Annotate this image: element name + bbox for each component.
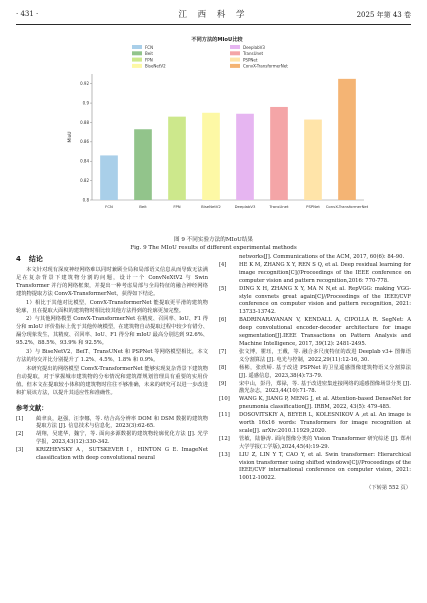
reference-item [16, 416, 208, 432]
reference-text: 管敏，陆静涛. 面向图像分类的 Vision Transformer 研究综述 [J]. 郑州大学学报(工学版),2024,45(4):19-29. [239, 435, 411, 450]
reference-text: BADRINARAYANAN V, KENDALL A, CIPOLLA R. SegNet: A deep convolutional encoder-decoder architecture for image segmentation[J].IEEE Transactions on Pattern Analysis and Machine Intelligence, 2017, 39(12): 2481-2495. [239, 317, 411, 347]
reference-number: [4] [219, 261, 227, 268]
reference-text: 张文博，瞿珏，王戴，等. 融合多尺度特征的改进 Deeplab v3+ 图像语义分割算法 [J]. 电光与控制，2022,29(11):12-16, 30. [239, 348, 411, 363]
legend-label: TransUnet [243, 51, 264, 57]
legend-swatch [132, 51, 142, 55]
reference-number: [7] [219, 348, 227, 355]
continued-note: （下转第 552 页） [366, 485, 411, 492]
chart-title: 不同方法的MIoU比较 [191, 37, 243, 43]
x-tick-label: FCN [105, 204, 113, 209]
reference-item [219, 317, 411, 349]
x-tick-label: PSPNet [306, 204, 320, 209]
reference-text: 胡翔，吴建华，魏宁，等. 面向多源数据的建筑物轮廓优化方法 [J]. 光学学报，2023,43(12):330-342. [36, 431, 208, 446]
legend-swatch [230, 58, 240, 62]
bar [168, 117, 186, 200]
legend-label: FPN [145, 57, 153, 63]
reference-text: 蔺聿良，赵强，汪李娜，等. 结合高分辨率 DOM 和 DSM 数据的建筑物提取方法 [J]. 信息技术与信息化，2023(3):62-65. [36, 415, 208, 430]
running-header [16, 6, 411, 25]
figure-caption-en: Fig. 9 The MIoU results of different experimental methods [130, 245, 297, 251]
paragraph: 3）与 BiseNetV2、BeiT、TransUNet 和 PSPNet 等网络模型相比，本文方法的均交并比分别提升了 1.2%、4.5%、1.8% 和 0.9%。 [16, 349, 208, 363]
y-tick-label: 0.84 [80, 158, 89, 164]
y-tick-label: 0.88 [80, 119, 89, 125]
reference-number: [1] [16, 415, 24, 422]
reference-item [219, 286, 411, 318]
reference-number: [11] [219, 412, 230, 419]
volume-info: 2025 年第 43 卷 [356, 11, 411, 19]
bar [100, 155, 118, 200]
bar [236, 114, 254, 200]
reference-text: DING X H, ZHANG X Y, MA N N,et al. RepVGG: making VGG-style convnets great again[C]//Proceedings of the IEEE/CVF conference on computer vision and pattern recognition, 2021: 13733-13742. [239, 285, 411, 316]
legend-label: ConvX-TransformerNet [243, 63, 288, 69]
x-tick-label: DeeplabV3 [234, 204, 256, 209]
paragraph: 1）相比于其他对比模型，ConvX-TransformerNet 能提取更平滑的建筑物轮廓，且在提取大面积的建筑物时相比较其他方法得到的轮廓更加完整。 [16, 299, 208, 314]
legend-swatch [230, 45, 240, 49]
y-tick-label: 0.86 [80, 139, 89, 145]
legend-label: FCN [145, 44, 154, 50]
legend-label: BiseNetV2 [145, 63, 166, 69]
x-tick-label: TransUnet [269, 204, 289, 209]
bar [304, 120, 322, 200]
y-tick-label: 0.9 [82, 100, 89, 106]
reference-number: [9] [219, 380, 227, 387]
section-heading [16, 254, 208, 264]
reference-item [219, 396, 411, 412]
y-tick-label: 0.82 [80, 178, 89, 184]
reference-number: [10] [219, 396, 230, 403]
y-tick-label: 0.92 [80, 81, 89, 87]
reference-text: HE K M, ZHANG X Y, REN S Q, et al. Deep residual learning for image recognition[C]//Proceedings of the IEEE conference on computer vision and pattern recognition,2016: 770-778. [239, 261, 411, 284]
reference-number: [2] [16, 431, 24, 438]
reference-text: 杨彬，张欣峤. 基于改进 PSPNet 的卫星遥感图像建筑物语义分割算法 [J]. 遥感信息，2023,38(4):73-79. [239, 364, 411, 379]
reference-item [219, 262, 411, 286]
left-column [16, 254, 208, 463]
x-tick-label: Beit [139, 204, 147, 209]
x-tick-label: BiseNetV2 [201, 204, 221, 209]
section-title: 结论 [28, 255, 43, 263]
section-number: 4 [16, 255, 21, 263]
journal-title: 江 西 科 学 [178, 10, 249, 20]
legend-label: DeeplabV3 [243, 44, 265, 50]
legend-swatch [132, 45, 142, 49]
reference-text: DOSOVITSKIY A, BEYER L, KOLESNIKOV A ,et al. An image is worth 16x16 words: Transformers for image recognition at scale[J]. arXiv:2010.11929,2020. [239, 412, 411, 434]
reference-number: [6] [219, 317, 227, 324]
paragraph: 本研究提出的网络模型 ConvX-TransformerNet 能够实现复杂背景下建筑物自动提取，对于掌握城市建筑物的分布情况和建筑群规划管理具有重要的实用价值。但本文在提取较小体积的建筑物时往往不够准确，未来的研究可以进一步改进和扩展该方法，以提升其适应性和准确性。 [16, 365, 208, 396]
legend-swatch [132, 58, 142, 62]
bar [134, 129, 152, 200]
reference-text: 宋中山，彭丹，郑禄，等. 基于改进密集连接网络的遥感图像场景分类 [J]. 激光杂志，2023,44(10):71-78. [239, 380, 411, 395]
reference-number: [12] [219, 435, 230, 442]
bar [338, 79, 356, 200]
legend-swatch [230, 64, 240, 68]
paragraph: 2）与其他网络模型 ConvX-TransformerNet 在精度、召回率、IoU、F1 得分和 mIoU 评价指标上优于其他传统模型，在建筑物自动提取过程中较少有错分、漏分现象发生，其精度、召回率、IoU、F1 得分和 mIoU 最高分别达到 92.6%、95.2%、88.5%、93.9% 和 92.5%。 [16, 316, 208, 347]
reference-number: [13] [219, 451, 230, 458]
reference-number: [3] [16, 447, 24, 454]
legend-label: Beit [145, 51, 153, 57]
legend-swatch [132, 64, 142, 68]
legend-swatch [230, 51, 240, 55]
chart-svg [66, 34, 368, 230]
legend-label: PSPNet [243, 57, 258, 63]
reference-item [219, 412, 411, 436]
right-column [219, 254, 411, 493]
page-number: · 431 · [16, 10, 39, 18]
references-heading: 参考文献： [16, 404, 48, 412]
paragraph: 本文针对现有深度神经网络难以同时兼顾全局和局部语义信息从而导致无法满足在复杂背景下建筑物分割的问题，设计一个 ConvNeXtV2 与 Swin Transformer 并行的网络框架，并提出一种考虑局部与全局特征的融合神经网络建筑物提取方法 ConvX-TransformerNet，获得如下结论。 [16, 267, 208, 297]
reference-item [16, 447, 208, 463]
reference-number: [5] [219, 285, 227, 292]
reference-text: KRIZHEVSKY A，SUTSKEVER I，HINTON G E. ImageNet classification with deep convolutional neural [36, 447, 208, 462]
reference-item [16, 431, 208, 447]
reference-text: LIU Z, LIN Y T, CAO Y, et al. Swin transformer: Hierarchical vision transformer using shifted windows[C]//Proceedings of the IEEE/CVF international conference on computer vision, 2021: 10012-10022. [239, 451, 411, 482]
reference-number: [8] [219, 364, 227, 371]
reference-continuation: networks[J]. Communications of the ACM, 2017, 60(6): 84-90. [239, 254, 405, 260]
x-tick-label: FPN [173, 204, 181, 209]
x-tick-label: ConvX-TransformerNet [325, 204, 368, 209]
reference-item [219, 452, 411, 484]
reference-item [219, 349, 411, 365]
bar [270, 107, 288, 200]
reference-text: WANG K, JIANG P, MENG J, et al. Attention-based DenseNet for pneumonia classification[J]. IRBM, 2022, 43(5): 479-485. [239, 396, 411, 411]
bar [202, 113, 220, 200]
reference-item [219, 365, 411, 381]
reference-item [219, 381, 411, 397]
figure-caption-cn: 图 9 不同实验方法的MIoU结果 [173, 237, 254, 243]
miou-chart [66, 34, 368, 230]
reference-item [219, 436, 411, 452]
y-tick-label: 0.8 [82, 197, 89, 203]
y-axis-label: MIoU [68, 131, 73, 143]
